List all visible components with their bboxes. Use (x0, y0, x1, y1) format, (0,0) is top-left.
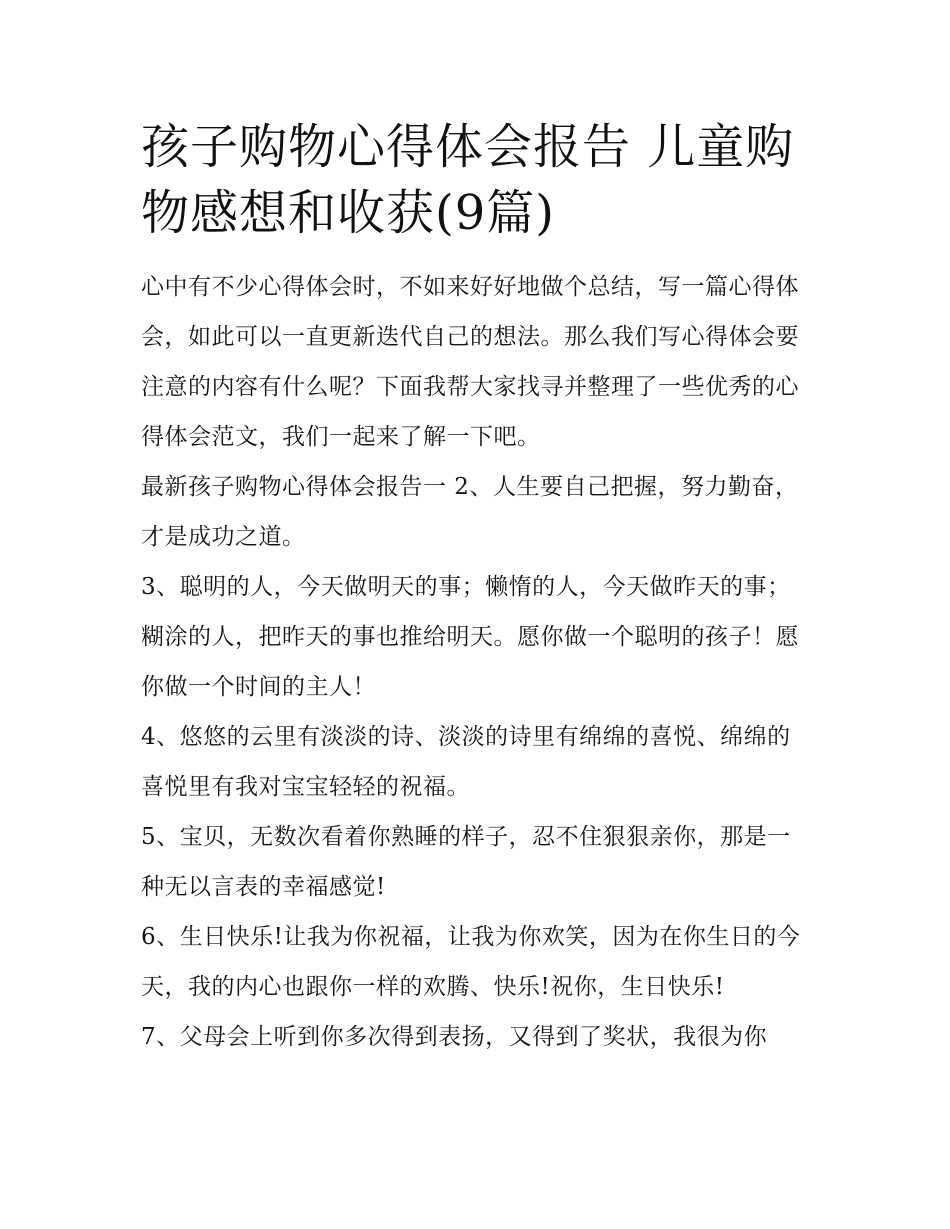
paragraph-intro: 心中有不少心得体会时，不如来好好地做个总结，写一篇心得体会，如此可以一直更新迭代自己的想法。那么我们写心得体会要注意的内容有什么呢？下面我帮大家找寻并整理了一些优秀的心得体会范文，我们一起来了解一下吧。 (141, 274, 799, 450)
paragraph-item-6: 6、生日快乐!让我为你祝福，让我为你欢笑，因为在你生日的今天，我的内心也跟你一样的欢腾、快乐!祝你，生日快乐! (141, 924, 801, 1000)
paragraph-item-3: 3、聪明的人，今天做明天的事；懒惰的人，今天做昨天的事；糊涂的人，把昨天的事也推给明天。愿你做一个聪明的孩子！愿你做一个时间的主人！ (141, 574, 799, 700)
document-body (141, 114, 813, 1062)
paragraph-item-4: 4、悠悠的云里有淡淡的诗、淡淡的诗里有绵绵的喜悦、绵绵的喜悦里有我对宝宝轻轻的祝福。 (141, 724, 791, 800)
paragraph-item-5: 5、宝贝，无数次看着你熟睡的样子，忍不住狠狠亲你，那是一种无以言表的幸福感觉! (141, 824, 791, 900)
paragraph-item-2: 最新孩子购物心得体会报告一 2、人生要自己把握，努力勤奋，才是成功之道。 (141, 474, 799, 550)
document-title: 孩子购物心得体会报告 儿童购物感想和收获(9篇) (141, 119, 795, 241)
paragraph-item-7: 7、父母会上听到你多次得到表扬，又得到了奖状，我很为你 (141, 1024, 768, 1050)
